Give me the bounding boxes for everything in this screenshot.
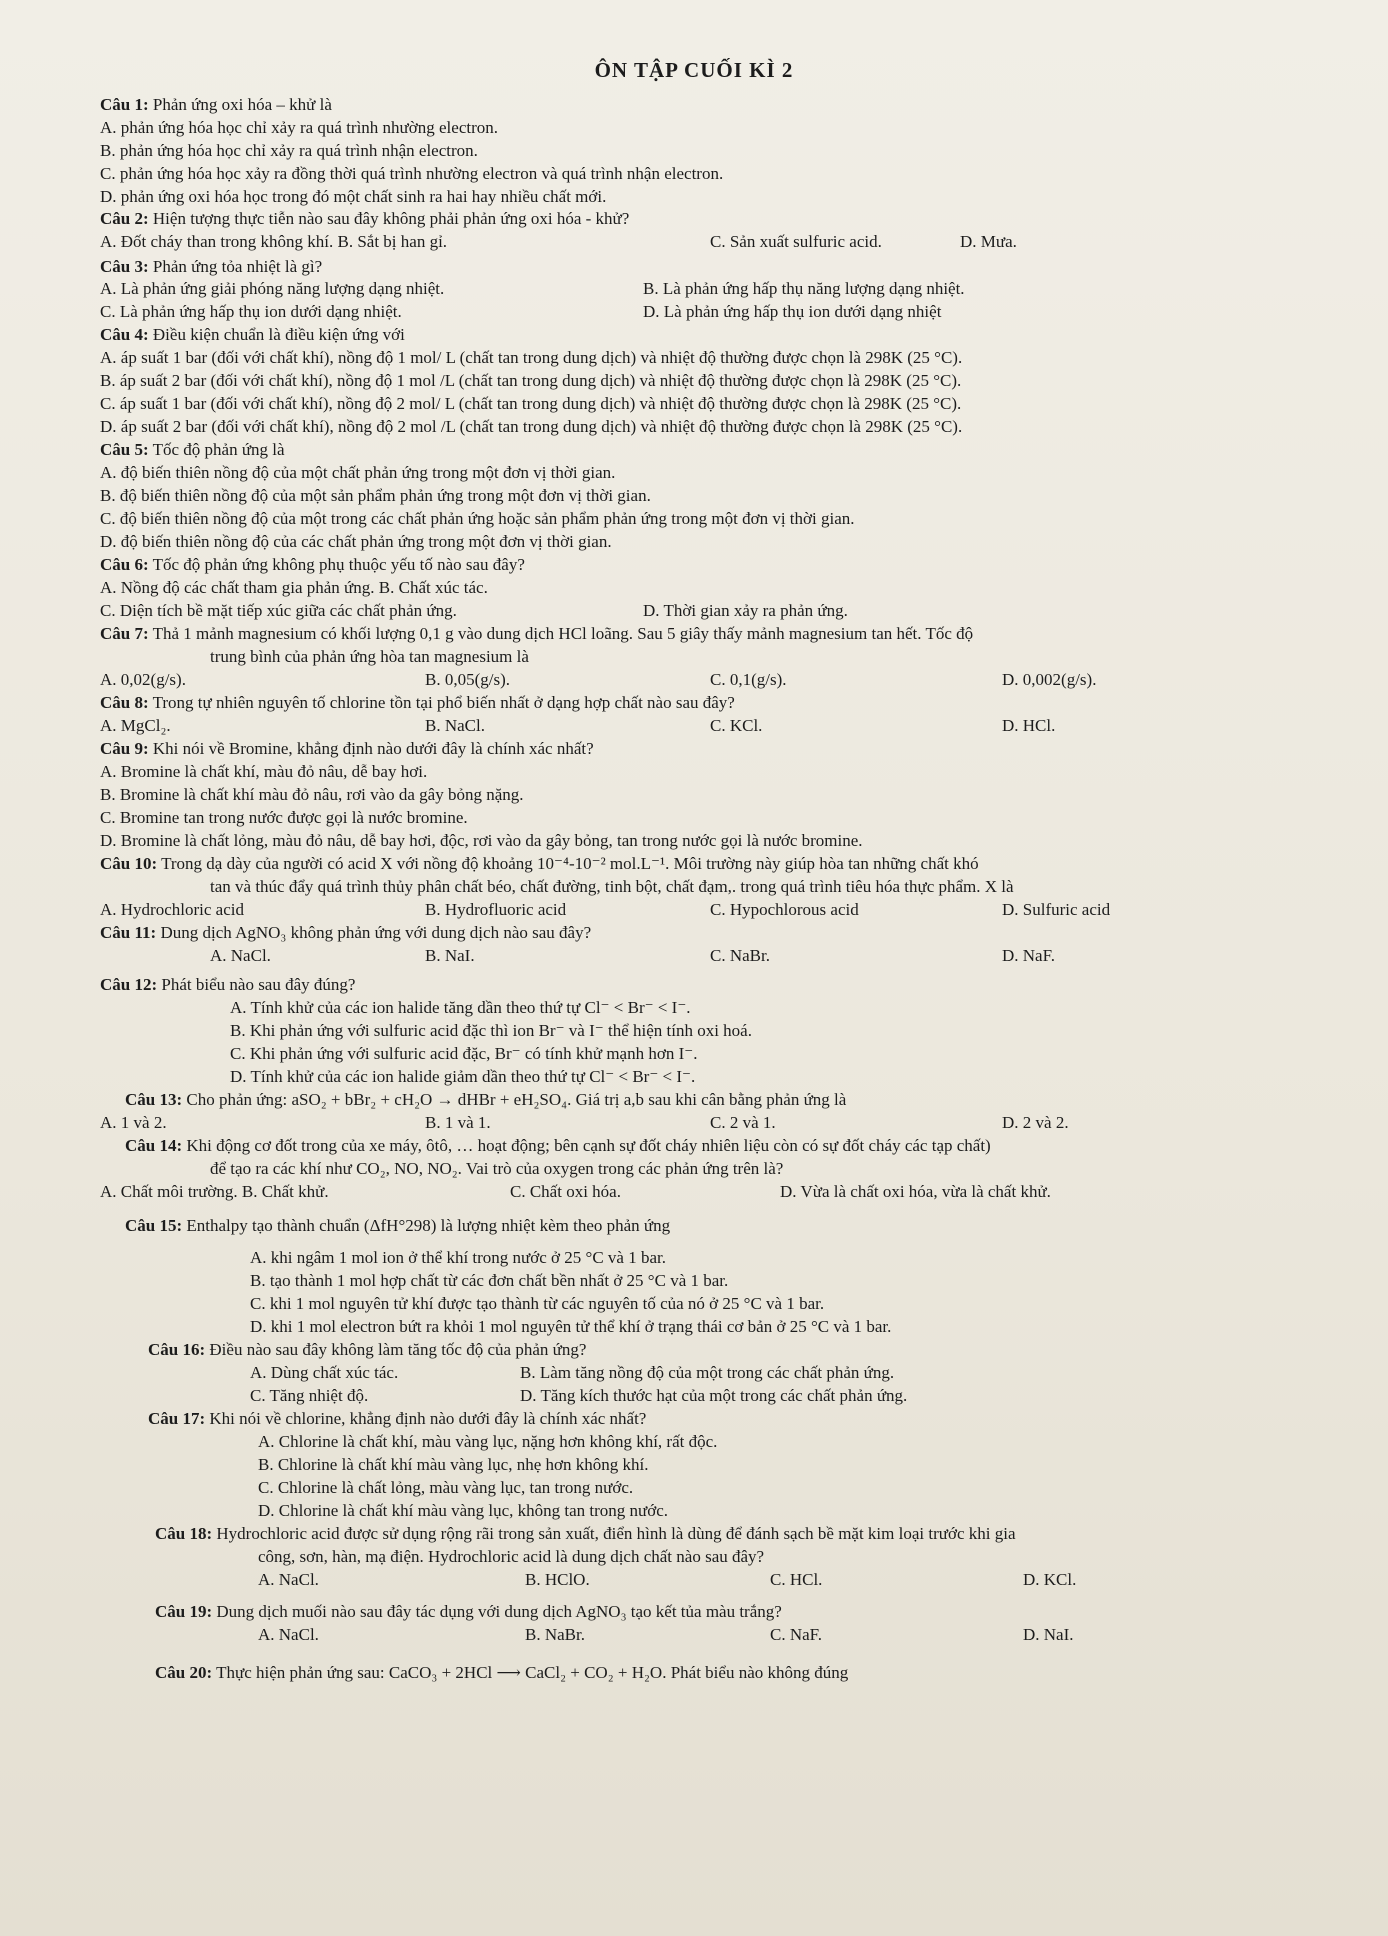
answer-option: C. NaF. bbox=[770, 1625, 823, 1644]
answer-option: C. áp suất 1 bar (đối với chất khí), nồng độ 2 mol/ L (chất tan trong dung dịch) và nhiệt độ thường được chọn là 298K (25 °C). bbox=[100, 394, 962, 413]
question-text: Câu 2: Hiện tượng thực tiễn nào sau đây không phải phản ứng oxi hóa - khử? bbox=[100, 209, 630, 228]
answer-option: A. NaCl. bbox=[210, 946, 271, 965]
answer-option: D. phản ứng oxi hóa học trong đó một chất sinh ra hai hay nhiều chất mới. bbox=[100, 187, 607, 206]
answer-option: A. MgCl₂. bbox=[100, 716, 171, 735]
answer-option: C. NaBr. bbox=[710, 946, 770, 965]
answer-option: D. 2 và 2. bbox=[1002, 1113, 1069, 1132]
answer-option: B. HClO. bbox=[525, 1570, 590, 1589]
question-text: Câu 9: Khi nói về Bromine, khẳng định nào dưới đây là chính xác nhất? bbox=[100, 739, 594, 758]
answer-option: B. Làm tăng nồng độ của một trong các chất phản ứng. bbox=[520, 1363, 895, 1382]
answer-option: công, sơn, hàn, mạ điện. Hydrochloric acid là dung dịch chất nào sau đây? bbox=[258, 1547, 765, 1566]
answer-option: A. Đốt cháy than trong không khí. B. Sắt bị han gỉ. bbox=[100, 232, 448, 251]
question-text: Câu 18: Hydrochloric acid được sử dụng rộng rãi trong sản xuất, điển hình là dùng để đánh sạch bề mặt kim loại trước khi gia bbox=[155, 1524, 1016, 1543]
answer-option: B. NaI. bbox=[425, 946, 475, 965]
answer-option: B. Hydrofluoric acid bbox=[425, 900, 567, 919]
question-text: Câu 19: Dung dịch muối nào sau đây tác dụng với dung dịch AgNO₃ tạo kết tủa màu trắng? bbox=[155, 1602, 782, 1621]
answer-option: C. khi 1 mol nguyên tử khí được tạo thành từ các nguyên tố của nó ở 25 °C và 1 bar. bbox=[250, 1294, 825, 1313]
answer-option: D. Mưa. bbox=[960, 232, 1017, 251]
answer-option: C. Là phản ứng hấp thụ ion dưới dạng nhiệt. bbox=[100, 302, 402, 321]
answer-option: C. độ biến thiên nồng độ của một trong các chất phản ứng hoặc sản phẩm phản ứng trong một đơn vị thời gian. bbox=[100, 509, 855, 528]
question-text: Câu 15: Enthalpy tạo thành chuẩn (ΔfH°298) là lượng nhiệt kèm theo phản ứng bbox=[125, 1216, 671, 1235]
answer-option: A. Nồng độ các chất tham gia phản ứng. B. Chất xúc tác. bbox=[100, 578, 488, 597]
answer-option: B. áp suất 2 bar (đối với chất khí), nồng độ 1 mol /L (chất tan trong dung dịch) và nhiệt độ thường được chọn là 298K (25 °C). bbox=[100, 371, 962, 390]
answer-option: A. NaCl. bbox=[258, 1625, 319, 1644]
answer-option: A. Là phản ứng giải phóng năng lượng dạng nhiệt. bbox=[100, 279, 445, 298]
answer-option: D. Chlorine là chất khí màu vàng lục, không tan trong nước. bbox=[258, 1501, 669, 1520]
question-text: Câu 11: Dung dịch AgNO₃ không phản ứng với dung dịch nào sau đây? bbox=[100, 923, 592, 942]
page-title: ÔN TẬP CUỐI KÌ 2 bbox=[594, 58, 794, 82]
answer-option: C. Bromine tan trong nước được gọi là nước bromine. bbox=[100, 808, 468, 827]
answer-option: B. 0,05(g/s). bbox=[425, 670, 510, 689]
answer-option: D. NaF. bbox=[1002, 946, 1055, 965]
answer-option: D. Vừa là chất oxi hóa, vừa là chất khử. bbox=[780, 1182, 1051, 1201]
answer-option: D. Bromine là chất lỏng, màu đỏ nâu, dễ bay hơi, độc, rơi vào da gây bỏng, tan trong nước gọi là nước bromine. bbox=[100, 831, 863, 850]
answer-option: A. độ biến thiên nồng độ của một chất phản ứng trong một đơn vị thời gian. bbox=[100, 463, 616, 482]
answer-option: D. HCl. bbox=[1002, 716, 1056, 735]
answer-option: B. NaBr. bbox=[525, 1625, 585, 1644]
answer-option: B. Khi phản ứng với sulfuric acid đặc thì ion Br⁻ và I⁻ thể hiện tính oxi hoá. bbox=[230, 1021, 752, 1040]
question-text: Câu 1: Phản ứng oxi hóa – khử là bbox=[100, 95, 332, 114]
question-text: Câu 14: Khi động cơ đốt trong của xe máy, ôtô, … hoạt động; bên cạnh sự đốt cháy nhiên liệu còn có sự đốt cháy các tạp chất) bbox=[125, 1136, 991, 1155]
answer-option: B. độ biến thiên nồng độ của một sản phẩm phản ứng trong một đơn vị thời gian. bbox=[100, 486, 651, 505]
answer-option: A. Dùng chất xúc tác. bbox=[250, 1363, 399, 1382]
answer-option: trung bình của phản ứng hòa tan magnesium là bbox=[210, 647, 529, 666]
answer-option: B. 1 và 1. bbox=[425, 1113, 491, 1132]
question-text: Câu 20: Thực hiện phản ứng sau: CaCO₃ + 2HCl ⟶ CaCl₂ + CO₂ + H₂O. Phát biểu nào không đúng bbox=[155, 1663, 849, 1682]
answer-option: B. phản ứng hóa học chỉ xảy ra quá trình nhận electron. bbox=[100, 141, 478, 160]
question-text: Câu 8: Trong tự nhiên nguyên tố chlorine tồn tại phổ biến nhất ở dạng hợp chất nào sau đây? bbox=[100, 693, 735, 712]
answer-option: A. Bromine là chất khí, màu đỏ nâu, dễ bay hơi. bbox=[100, 762, 428, 781]
question-text: Câu 13: Cho phản ứng: aSO₂ + bBr₂ + cH₂O → dHBr + eH₂SO₄. Giá trị a,b sau khi cân bằng phản ứng là bbox=[125, 1090, 847, 1109]
answer-option: C. Diện tích bề mặt tiếp xúc giữa các chất phản ứng. bbox=[100, 601, 457, 620]
question-text: Câu 4: Điều kiện chuẩn là điều kiện ứng với bbox=[100, 325, 405, 344]
answer-option: C. HCl. bbox=[770, 1570, 823, 1589]
answer-option: B. NaCl. bbox=[425, 716, 485, 735]
answer-option: C. Tăng nhiệt độ. bbox=[250, 1386, 369, 1405]
question-text: Câu 17: Khi nói về chlorine, khẳng định nào dưới đây là chính xác nhất? bbox=[148, 1409, 647, 1428]
answer-option: A. khi ngâm 1 mol ion ở thể khí trong nước ở 25 °C và 1 bar. bbox=[250, 1248, 666, 1267]
question-text: Câu 7: Thả 1 mảnh magnesium có khối lượng 0,1 g vào dung dịch HCl loãng. Sau 5 giây thấy mảnh magnesium tan hết. Tốc độ bbox=[100, 624, 974, 643]
answer-option: D. Tăng kích thước hạt của một trong các chất phản ứng. bbox=[520, 1386, 908, 1405]
answer-option: A. phản ứng hóa học chỉ xảy ra quá trình nhường electron. bbox=[100, 118, 498, 137]
answer-option: B. tạo thành 1 mol hợp chất từ các đơn chất bền nhất ở 25 °C và 1 bar. bbox=[250, 1271, 729, 1290]
question-text: Câu 6: Tốc độ phản ứng không phụ thuộc yếu tố nào sau đây? bbox=[100, 555, 525, 574]
answer-option: C. 2 và 1. bbox=[710, 1113, 776, 1132]
question-text: Câu 16: Điều nào sau đây không làm tăng tốc độ của phản ứng? bbox=[148, 1340, 587, 1359]
answer-option: A. Tính khử của các ion halide tăng dần theo thứ tự Cl⁻ < Br⁻ < I⁻. bbox=[230, 998, 691, 1017]
answer-option: C. Hypochlorous acid bbox=[710, 900, 859, 919]
answer-option: A. 1 và 2. bbox=[100, 1113, 167, 1132]
answer-option: D. Thời gian xảy ra phản ứng. bbox=[643, 601, 848, 620]
answer-option: A. Chất môi trường. B. Chất khử. bbox=[100, 1182, 329, 1201]
answer-option: D. Tính khử của các ion halide giảm dần theo thứ tự Cl⁻ < Br⁻ < I⁻. bbox=[230, 1067, 696, 1086]
answer-option: C. phản ứng hóa học xảy ra đồng thời quá trình nhường electron và quá trình nhận electron. bbox=[100, 164, 724, 183]
answer-option: A. 0,02(g/s). bbox=[100, 670, 186, 689]
answer-option: C. Chlorine là chất lỏng, màu vàng lục, tan trong nước. bbox=[258, 1478, 634, 1497]
question-text: Câu 10: Trong dạ dày của người có acid X với nồng độ khoảng 10⁻⁴-10⁻² mol.L⁻¹. Môi trường này giúp hòa tan những chất khó bbox=[100, 854, 979, 873]
answer-option: B. Là phản ứng hấp thụ năng lượng dạng nhiệt. bbox=[643, 279, 965, 298]
answer-option: D. NaI. bbox=[1023, 1625, 1074, 1644]
answer-option: A. NaCl. bbox=[258, 1570, 319, 1589]
answer-option: C. Khi phản ứng với sulfuric acid đặc, Br⁻ có tính khử mạnh hơn I⁻. bbox=[230, 1044, 698, 1063]
answer-option: để tạo ra các khí như CO₂, NO, NO₂. Vai trò của oxygen trong các phản ứng trên là? bbox=[210, 1159, 784, 1178]
answer-option: D. Là phản ứng hấp thụ ion dưới dạng nhiệt bbox=[643, 302, 942, 321]
answer-option: C. 0,1(g/s). bbox=[710, 670, 787, 689]
answer-option: D. độ biến thiên nồng độ của các chất phản ứng trong một đơn vị thời gian. bbox=[100, 532, 612, 551]
answer-option: C. Sản xuất sulfuric acid. bbox=[710, 232, 882, 251]
answer-option: C. KCl. bbox=[710, 716, 763, 735]
question-text: Câu 3: Phản ứng tỏa nhiệt là gì? bbox=[100, 257, 323, 276]
answer-option: C. Chất oxi hóa. bbox=[510, 1182, 621, 1201]
question-text: Câu 12: Phát biểu nào sau đây đúng? bbox=[100, 975, 356, 994]
answer-option: A. Hydrochloric acid bbox=[100, 900, 244, 919]
answer-option: D. KCl. bbox=[1023, 1570, 1077, 1589]
question-text: Câu 5: Tốc độ phản ứng là bbox=[100, 440, 285, 459]
answer-option: A. Chlorine là chất khí, màu vàng lục, nặng hơn không khí, rất độc. bbox=[258, 1432, 718, 1451]
answer-option: D. 0,002(g/s). bbox=[1002, 670, 1097, 689]
answer-option: B. Bromine là chất khí màu đỏ nâu, rơi vào da gây bỏng nặng. bbox=[100, 785, 524, 804]
answer-option: B. Chlorine là chất khí màu vàng lục, nhẹ hơn không khí. bbox=[258, 1455, 649, 1474]
answer-option: D. Sulfuric acid bbox=[1002, 900, 1111, 919]
answer-option: tan và thúc đẩy quá trình thủy phân chất béo, chất đường, tinh bột, chất đạm,. trong quá trình tiêu hóa thực phẩm. X là bbox=[210, 877, 1014, 896]
answer-option: A. áp suất 1 bar (đối với chất khí), nồng độ 1 mol/ L (chất tan trong dung dịch) và nhiệt độ thường được chọn là 298K (25 °C). bbox=[100, 348, 963, 367]
answer-option: D. áp suất 2 bar (đối với chất khí), nồng độ 2 mol /L (chất tan trong dung dịch) và nhiệt độ thường được chọn là 298K (25 °C). bbox=[100, 417, 963, 436]
answer-option: D. khi 1 mol electron bứt ra khỏi 1 mol nguyên tử thể khí ở trạng thái cơ bản ở 25 °C và 1 bar. bbox=[250, 1317, 892, 1336]
